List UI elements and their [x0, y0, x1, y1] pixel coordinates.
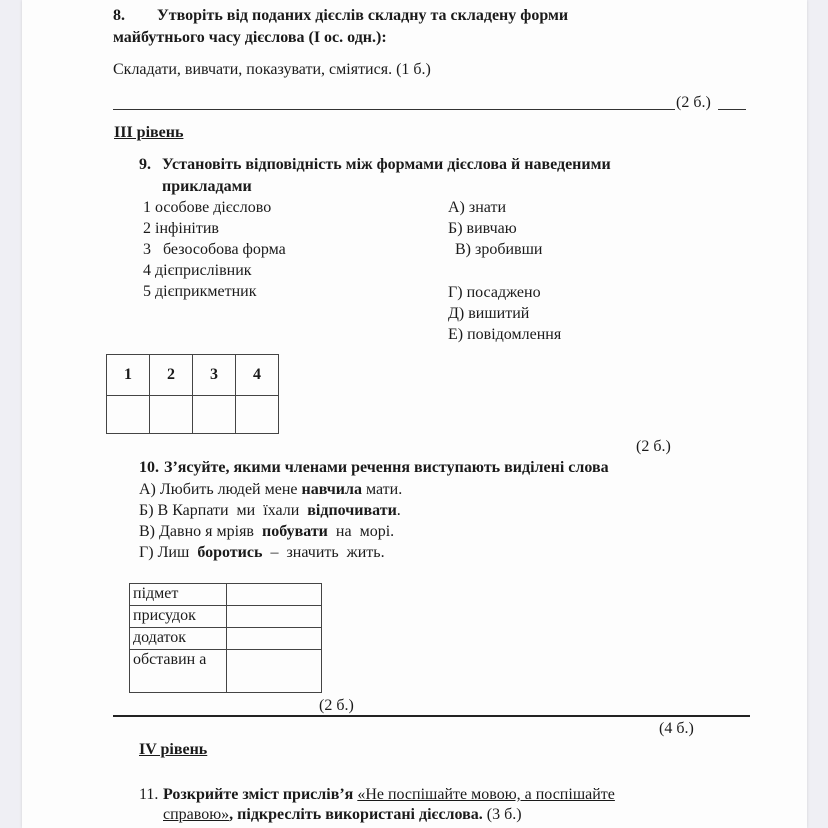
- task8-verbs: Складати, вивчати, показувати, сміятися. (1 б.): [113, 61, 431, 78]
- sentence-text: мати.: [361, 481, 403, 498]
- task9-points: (2 б.): [636, 438, 671, 455]
- answer-cell[interactable]: [236, 396, 279, 434]
- verb-form-item: 4 дієприслівник: [143, 262, 252, 279]
- sentence-item: [139, 543, 385, 563]
- answer-header-cell: 2: [150, 355, 193, 396]
- sentence-text: на морі.: [327, 523, 395, 540]
- example-item: Б) вивчаю: [448, 220, 517, 237]
- sentence-member-answer[interactable]: [227, 650, 322, 693]
- section-divider: [113, 715, 750, 717]
- sentence-member-label: додаток: [130, 628, 227, 650]
- verb-form-item: 5 дієприкметник: [143, 283, 257, 300]
- answer-header-cell: 3: [193, 355, 236, 396]
- example-item: Г) посаджено: [448, 284, 541, 301]
- highlighted-word: відпочивати: [307, 502, 397, 519]
- sentence-member-label: підмет: [130, 584, 227, 606]
- task8-points: (2 б.): [676, 94, 711, 111]
- task11-instruction: , підкресліть використані дієслова.: [229, 806, 483, 823]
- highlighted-word: боротись: [197, 544, 263, 561]
- sentence-item: [139, 480, 402, 500]
- level4-heading: IV рівень: [139, 741, 208, 758]
- verb-form-item: 2 інфінітив: [143, 220, 219, 237]
- sentence-member-answer[interactable]: [227, 628, 322, 650]
- sentence-text: .: [396, 502, 401, 519]
- sentence-text: А) Любить людей мене: [139, 481, 302, 498]
- task10-answer-table: [129, 583, 322, 693]
- task8-title-line2: майбутнього часу дієслова (І ос. одн.):: [113, 29, 387, 46]
- verb-form-item: 3 безособова форма: [143, 241, 286, 258]
- sentence-member-answer[interactable]: [227, 584, 322, 606]
- task10-points: (2 б.): [319, 697, 354, 714]
- task11-intro: Розкрийте зміст прислів’я: [163, 786, 358, 803]
- task9-answer-table: [106, 354, 279, 434]
- sentence-text: Б) В Карпати ми їхали: [139, 502, 308, 519]
- sentence-item: [139, 522, 394, 542]
- sentence-item: [139, 501, 401, 521]
- level3-heading: ІІІ рівень: [114, 124, 184, 141]
- sentence-member-answer[interactable]: [227, 606, 322, 628]
- proverb-text: «Не поспішайте мовою, а поспішайте: [357, 786, 615, 803]
- sentence-member-label: обставин а: [130, 650, 227, 693]
- task9-title-line2: прикладами: [162, 178, 252, 195]
- example-item: В) зробивши: [455, 241, 543, 258]
- sentence-text: – значить жить.: [262, 544, 385, 561]
- task11-line2: [163, 805, 522, 825]
- task10-title: З’ясуйте, якими членами речення виступають виділені слова: [164, 459, 609, 476]
- document-page: [22, 0, 807, 828]
- proverb-text: справою»: [163, 806, 230, 823]
- answer-cell[interactable]: [193, 396, 236, 434]
- task10-number: 10.: [139, 459, 159, 476]
- answer-cell[interactable]: [150, 396, 193, 434]
- task8-answer-line-end: [718, 109, 746, 110]
- task11-number: 11.: [139, 786, 159, 803]
- answer-header-cell: 1: [107, 355, 150, 396]
- highlighted-word: побувати: [261, 523, 328, 540]
- example-item: А) знати: [448, 199, 507, 216]
- task11-points: (3 б.): [482, 806, 522, 823]
- example-item: Д) вишитий: [448, 305, 530, 322]
- task11-line1: [163, 785, 615, 805]
- highlighted-word: навчила: [301, 481, 362, 498]
- example-item: Е) повідомлення: [448, 326, 562, 343]
- level3-points: (4 б.): [659, 720, 694, 737]
- answer-header-cell: 4: [236, 355, 279, 396]
- sentence-text: Г) Лиш: [139, 544, 198, 561]
- task9-number: 9.: [139, 156, 151, 173]
- task8-title-line1: Утворіть від поданих дієслів складну та складену форми: [157, 7, 569, 24]
- task8-answer-line: [113, 109, 675, 110]
- answer-cell[interactable]: [107, 396, 150, 434]
- task9-title-line1: Установіть відповідність між формами дієслова й наведеними: [162, 156, 611, 173]
- sentence-text: В) Давно я мріяв: [139, 523, 262, 540]
- verb-form-item: 1 особове дієслово: [143, 199, 272, 216]
- task8-number: 8.: [113, 7, 125, 24]
- sentence-member-label: присудок: [130, 606, 227, 628]
